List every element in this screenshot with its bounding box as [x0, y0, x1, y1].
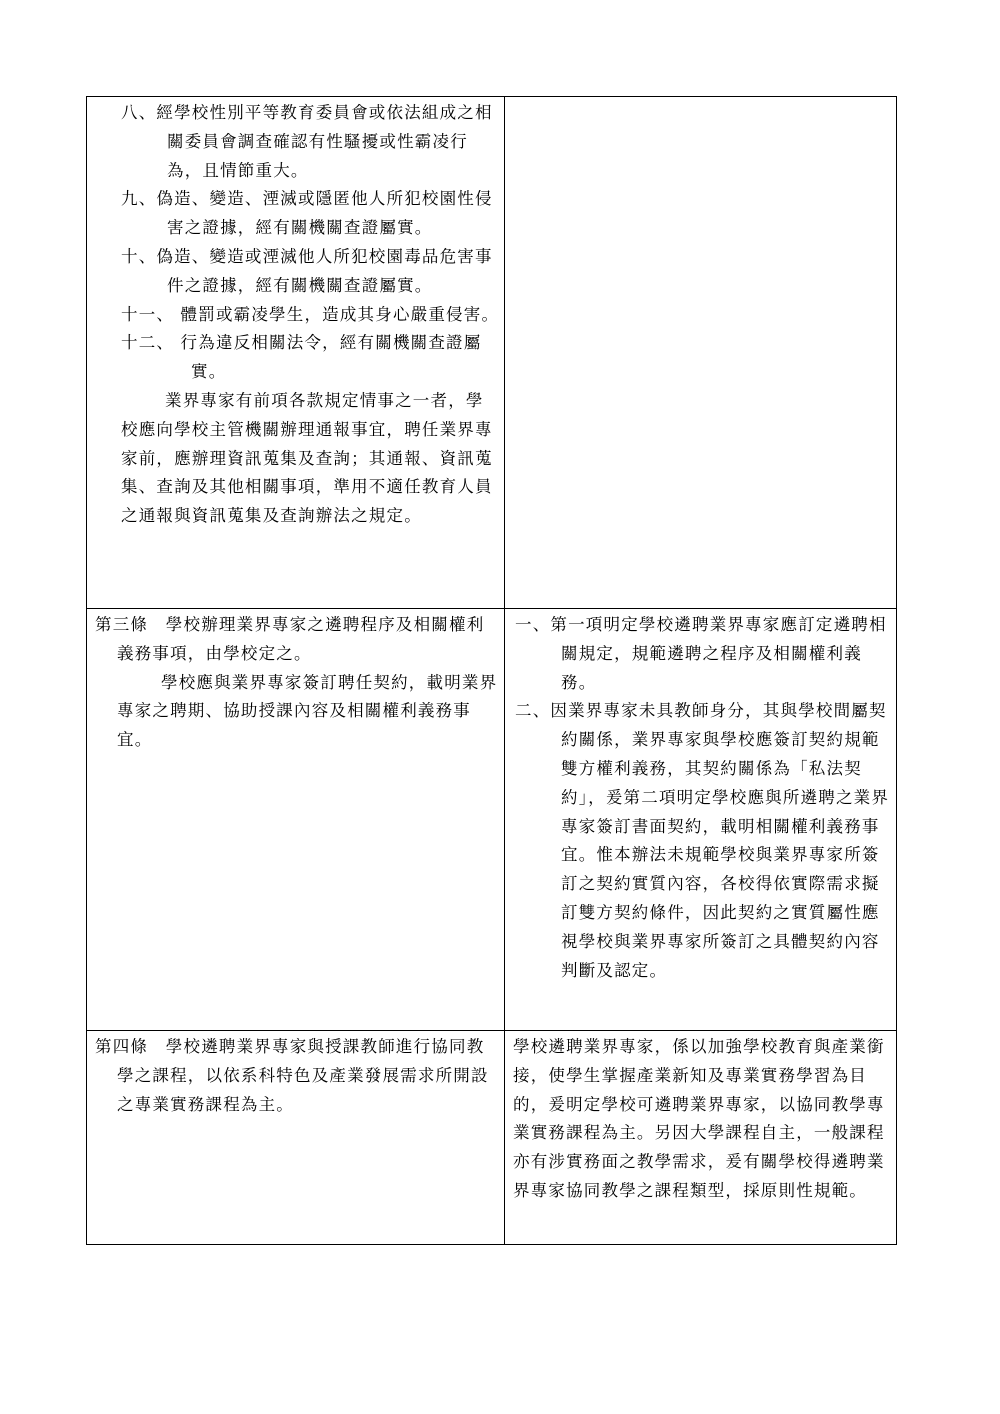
explanation-cell — [505, 1031, 897, 1245]
explanation-item: 一、第一項明定學校遴聘業界專家應訂定遴聘相關規定，規範遴聘之程序及相關權利義務。 — [515, 615, 887, 692]
clause-paragraph: 業界專家有前項各款規定情事之一者，學校應向學校主管機關辦理通報事宜，聘任業界專家前，應辦理資訊蒐集及查詢；其通報、資訊蒐集、查詢及其他相關事項，準用不適任教育人員之通報與資訊蒐集及查詢辦法之規定。 — [121, 390, 493, 526]
clause-item: 九、偽造、變造、湮滅或隱匿他人所犯校園性侵害之證據，經有關機關查證屬實。 — [121, 189, 493, 238]
explanation-cell — [505, 609, 897, 1031]
table-row — [87, 1031, 897, 1245]
clause-item: 十二、 行為違反相關法令，經有關機關查證屬實。 — [121, 333, 482, 382]
regulation-comparison-table — [86, 96, 897, 1245]
provision-cell — [87, 1031, 505, 1245]
document-page — [86, 96, 896, 1245]
table-row — [87, 609, 897, 1031]
table-row — [87, 97, 897, 609]
clause-item: 十一、 體罰或霸凌學生，造成其身心嚴重侵害。 — [121, 304, 500, 324]
clause-item: 十、偽造、變造或湮滅他人所犯校園毒品危害事件之證據，經有關機關查證屬實。 — [121, 246, 493, 295]
article-three-paragraph: 學校應與業界專家簽訂聘任契約，載明業界專家之聘期、協助授課內容及相關權利義務事宜。 — [117, 672, 498, 750]
provision-cell — [87, 97, 505, 609]
explanation-paragraph: 學校遴聘業界專家，係以加強學校教育與產業銜接，使學生掌握產業新知及專業實務學習為目的，爰明定學校可遴聘業界專家，以協同教學專業實務課程為主。另因大學課程自主，一般課程亦有涉實務面之教學需求，爰有關學校得遴聘業界專家協同教學之課程類型，採原則性規範。 — [513, 1037, 885, 1200]
explanation-item: 二、因業界專家未具教師身分，其與學校間屬契約關係，業界專家與學校應簽訂契約規範雙方權利義務，其契約關係為「私法契約」，爰第二項明定學校應與所遴聘之業界專家簽訂書面契約，載明相關權利義務事宜。惟本辦法未規範學校與業界專家所簽訂之契約實質內容，各校得依實際需求擬訂雙方契約條件，因此契約之實質屬性應視學校與業界專家所簽訂之具體契約內容判斷及認定。 — [515, 701, 890, 980]
article-four: 第四條 學校遴聘業界專家與授課教師進行協同教學之課程，以依系科特色及產業發展需求所開設之專業實務課程為主。 — [95, 1037, 489, 1114]
explanation-cell — [505, 97, 897, 609]
article-three: 第三條 學校辦理業界專家之遴聘程序及相關權利義務事項，由學校定之。 — [95, 615, 485, 663]
clause-item: 八、經學校性別平等教育委員會或依法組成之相關委員會調查確認有性騷擾或性霸凌行為，且情節重大。 — [121, 103, 493, 180]
provision-cell — [87, 609, 505, 1031]
